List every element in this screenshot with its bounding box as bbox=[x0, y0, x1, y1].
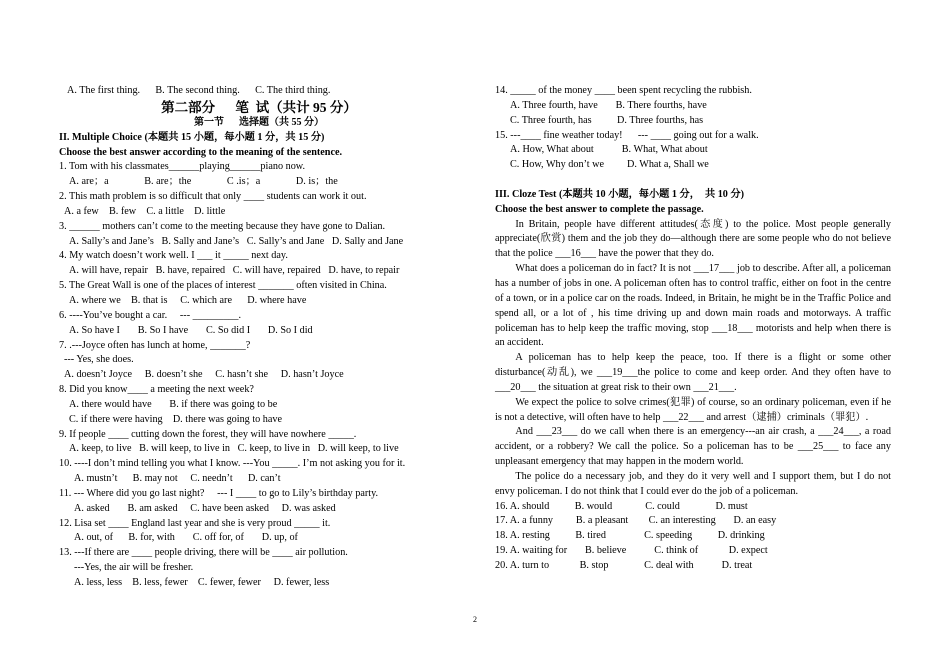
question-line: A. mustn’t B. may not C. needn’t D. can’t bbox=[74, 473, 281, 485]
question-line: ---Yes, the air will be fresher. bbox=[74, 562, 194, 574]
question-line: A. are；a B. are；the C .is；a D. is；the bbox=[69, 176, 338, 188]
question-line: --- Yes, she does. bbox=[64, 354, 134, 366]
passage-paragraph: What does a policeman do in fact? It is not ___17___ job to describe. After all, a policeman has a number of jobs in one. A policeman often has to control traffic, either on foot in the centre of a town, or in a police car on the roads. Indeed, in Britain, he might be in the Traffic Police and spend all, or a lot of , his time driving up and down main roads and motorways. A traffic policeman has to help keep the traffic moving, stop ___18___ motorists and help when there is an accident. bbox=[495, 263, 891, 349]
question-line: C. Three fourth, has D. Three fourths, has bbox=[510, 114, 704, 126]
cloze-option-line: 18. A. resting B. tired C. speeding D. drinking bbox=[495, 530, 765, 542]
question-line: 11. --- Where did you go last night? --- I ____ to go to Lily’s birthday party. bbox=[59, 487, 379, 499]
passage-paragraph: In Britain, people have different attitudes(态度) to the police. Most people generally appreciate(欣赏) them and the job they do—although there are some people who do not believe that the police ___16___ have the power that they do. bbox=[495, 218, 891, 260]
question-line: 3. ______ mothers can’t come to the meeting because they have gone to Dalian. bbox=[59, 220, 385, 232]
page-number: 2 bbox=[473, 615, 477, 624]
question-line: A. How, What about B. What, What about bbox=[510, 144, 708, 156]
cloze-instruction: Choose the best answer to complete the passage. bbox=[495, 203, 704, 215]
passage-paragraph: The police do a necessary job, and they do it very well and I support them, but I do not envy policeman. I do not think that I could ever do the job of a policeman. bbox=[495, 470, 891, 497]
mc-instruction: Choose the best answer according to the meaning of the sentence. bbox=[59, 146, 343, 158]
question-line: C. if there were having D. there was going to have bbox=[69, 413, 283, 425]
question-line: C. How, Why don’t we D. What a, Shall we bbox=[510, 159, 709, 171]
left-column bbox=[59, 84, 459, 591]
question-line: 10. ----I don’t mind telling you what I know. ---You _____. I’m not asking you for it. bbox=[59, 458, 406, 470]
question-line: 15. ---____ fine weather today! --- ____ going out for a walk. bbox=[495, 129, 759, 141]
right-column bbox=[495, 84, 891, 574]
cloze-passage bbox=[495, 218, 891, 500]
question-line: 14. _____ of the money ____ been spent recycling the rubbish. bbox=[495, 85, 752, 96]
question-line: A. doesn’t Joyce B. doesn’t she C. hasn’t she D. hasn’t Joyce bbox=[64, 369, 344, 381]
cloze-option-line: 20. A. turn to B. stop C. deal with D. treat bbox=[495, 560, 753, 571]
part-title: 第二部分 笔 试（共计 95 分） bbox=[161, 99, 357, 115]
cloze-option-line: 16. A. should B. would C. could D. must bbox=[495, 500, 748, 512]
question-line: A. Sally’s and Jane’s B. Sally and Jane’s C. Sally’s and Jane D. Sally and Jane bbox=[69, 235, 404, 247]
spacer bbox=[495, 173, 891, 188]
question-line: A. keep, to live B. will keep, to live in C. keep, to live in D. will keep, to live bbox=[69, 443, 399, 455]
question-line: A. a few B. few C. a little D. little bbox=[64, 205, 226, 217]
question-line: 9. If people ____ cutting down the forest, they will have nowhere _____. bbox=[59, 428, 357, 440]
question-line: 2. This math problem is so difficult that only ____ students can work it out. bbox=[59, 191, 367, 203]
cloze-options bbox=[495, 500, 891, 574]
passage-paragraph: A policeman has to help keep the peace, too. If there is a flight or some other disturbance(动乱), we ___19___the police to come and keep order. And they often have to ___20___ the situation at great risk to their own ___21___. bbox=[495, 352, 891, 393]
mc-questions-continued bbox=[495, 84, 891, 173]
section-title: 第一节 选择题（共 55 分） bbox=[194, 116, 324, 128]
question-line: 7. .---Joyce often has lunch at home, _______? bbox=[59, 339, 251, 351]
question-line: A. where we B. that is C. which are D. where have bbox=[69, 294, 307, 306]
question-line: A. Three fourth, have B. There fourths, have bbox=[510, 99, 707, 111]
question-line: 1. Tom with his classmates______playing______piano now. bbox=[59, 161, 306, 173]
question-line: 12. Lisa set ____ England last year and she is very proud _____ it. bbox=[59, 517, 331, 529]
question-line: 4. My watch doesn’t work well. I ___ it _____ next day. bbox=[59, 250, 288, 262]
question-line: A. there would have B. if there was going to be bbox=[69, 398, 278, 410]
question-line: A. less, less B. less, fewer C. fewer, fewer D. fewer, less bbox=[74, 577, 330, 588]
question-line: 6. ----You’ve bought a car. --- _________. bbox=[59, 309, 242, 321]
question-line: A. out, of B. for, with C. off for, of D. up, of bbox=[74, 532, 298, 544]
mc-heading: II. Multiple Choice (本题共 15 小题，每小题 1 分，共 15 分) bbox=[59, 131, 325, 143]
question-line: A. asked B. am asked C. have been asked D. was asked bbox=[74, 502, 336, 514]
previous-section-options: A. The first thing. B. The second thing. C. The third thing. bbox=[67, 85, 331, 96]
question-line: 13. ---If there are ____ people driving, there will be ____ air pollution. bbox=[59, 547, 348, 559]
cloze-option-line: 19. A. waiting for B. believe C. think of D. expect bbox=[495, 545, 768, 557]
question-line: 5. The Great Wall is one of the places of interest _______ often visited in China. bbox=[59, 280, 387, 292]
cloze-heading: III. Cloze Test (本题共 10 小题，每小题 1 分， 共 10 分) bbox=[495, 188, 745, 200]
question-line: A. will have, repair B. have, repaired C. will have, repaired D. have, to repair bbox=[69, 265, 400, 277]
question-line: A. So have I B. So I have C. So did I D. So I did bbox=[69, 324, 313, 336]
question-line: 8. Did you know____ a meeting the next week? bbox=[59, 384, 254, 396]
passage-paragraph: We expect the police to solve crimes(犯罪) of course, so an ordinary policeman, even if he is not a detective, will often have to help ___22___ and arrest（逮捕）criminals（罪犯）. bbox=[495, 396, 891, 423]
passage-paragraph: And ___23___ do we call when there is an emergency---an air crash, a ___24___, a road accident, or a robbery? We call the police. So a policeman has to be ___25___ to face any unpleasant emergency that may happen in the modern world. bbox=[495, 426, 891, 468]
cloze-option-line: 17. A. a funny B. a pleasant C. an interesting D. an easy bbox=[495, 515, 777, 527]
mc-questions bbox=[59, 160, 459, 590]
